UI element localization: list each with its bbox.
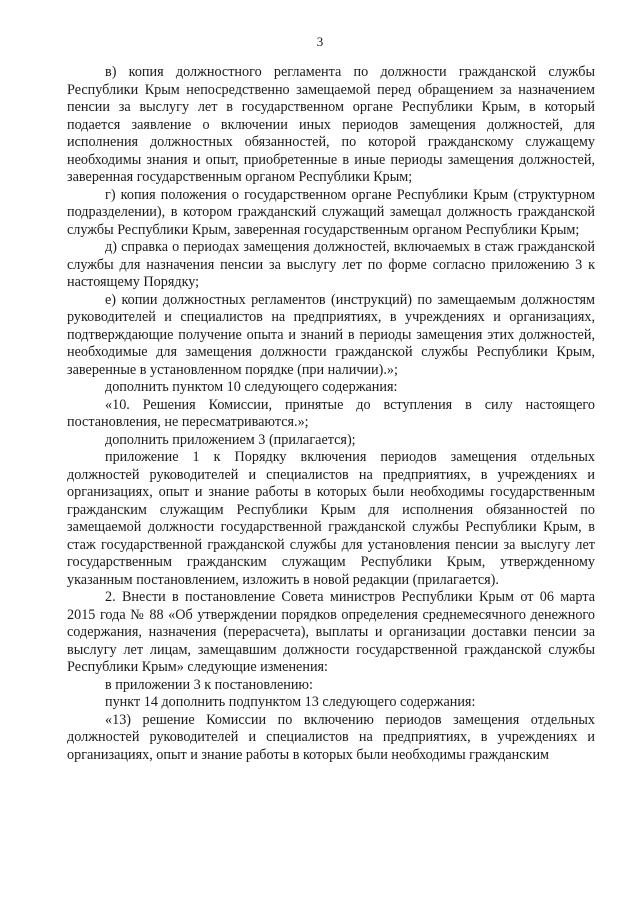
paragraph-subpoint-13: «13) решение Комиссии по включению периодов замещения отдельных должностей руководителей и специалистов на предприятиях, в учреждениях и организациях, опыт и знание работы в которых были необходимы гражданским — [67, 711, 595, 763]
paragraph-appendix-3-ref: в приложении 3 к постановлению: — [105, 676, 313, 693]
paragraph-item-v: в) копия должностного регламента по должности гражданской службы Республики Крым непосредственно замещаемой перед обращением за назначением пенсии за выслугу лет в государственном органе Республики Крым, в который подается заявление о включении иных периодов замещения должностей, для исполнения должностных обязанностей, по которой гражданскому служащему необходимы знания и опыт, приобретенные в иные периоды замещения должностей, заверенная государственным органом Республики Крым; — [67, 64, 595, 185]
paragraph-section-2: 2. Внести в постановление Совета министров Республики Крым от 06 марта 2015 года № 88 «Об утверждении порядков определения среднемесячного денежного содержания, назначения (перерасчета), выплаты и организации доставки пенсии за выслугу лет лицам, замещавшим должности государственной гражданской службы Республики Крым» следующие изменения: — [67, 589, 595, 675]
paragraph-point-14: пункт 14 дополнить подпунктом 13 следующего содержания: — [105, 694, 476, 710]
paragraph-add-appendix-3: дополнить приложением 3 (прилагается); — [105, 431, 356, 448]
paragraph-point-10-text: «10. Решения Комиссии, принятые до вступления в силу настоящего постановления, не пересматриваются.»; — [67, 396, 595, 430]
page-number: 3 — [316, 34, 324, 49]
paragraph-item-g: г) копия положения о государственном органе Республики Крым (структурном подразделении), в котором гражданский служащий замещал должность гражданской службы Республики Крым, заверенная государственным органом Республики Крым; — [67, 186, 595, 238]
paragraph-appendix-1: приложение 1 к Порядку включения периодов замещения отдельных должностей руководителей и специалистов на предприятиях, в учреждениях и организациях, опыт и знание работы в которых были необходимы государственным гражданским служащим Республики Крым для исполнения обязанностей по замещаемой должности государственной гражданской службы Республики Крым, в стаж государственной гражданской службы для установления пенсии за выслугу лет государственным гражданским служащим Республики Крым, утвержденному указанным постановлением, изложить в новой редакции (прилагается). — [67, 449, 595, 588]
paragraph-item-e: е) копии должностных регламентов (инструкций) по замещаемым должностям руководителей и специалистов на предприятиях, в учреждениях и организациях, подтверждающие получение опыта и знаний в периоды замещения этих должностей, необходимые для замещения должности гражданской службы Республики Крым, заверенные в установленном порядке (при наличии).»; — [67, 291, 595, 378]
paragraph-item-d: д) справка о периодах замещения должностей, включаемых в стаж гражданской службы для назначения пенсии за выслугу лет по форме согласно приложению 3 к настоящему Порядку; — [67, 239, 595, 290]
paragraph-add-point-10: дополнить пунктом 10 следующего содержания: — [105, 379, 398, 395]
document-body — [67, 64, 595, 764]
